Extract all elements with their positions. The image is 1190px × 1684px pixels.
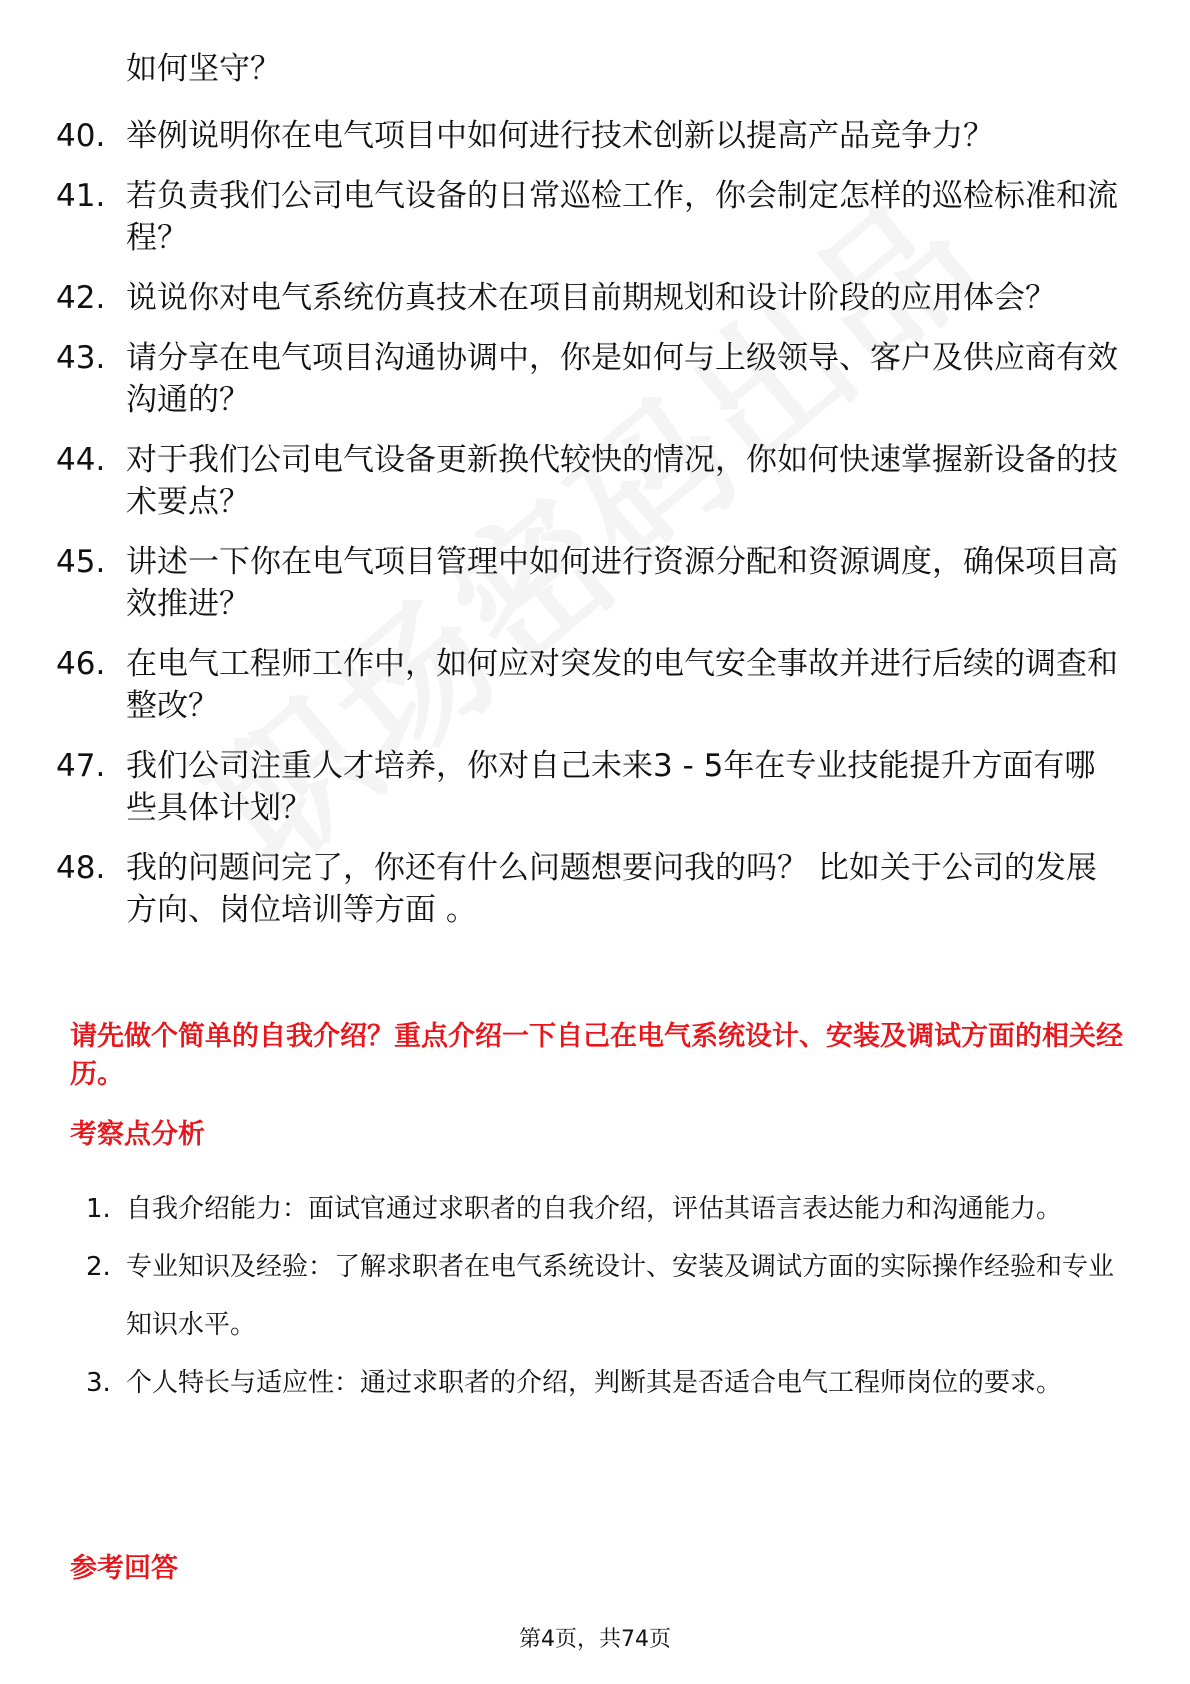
question-number: 44.: [56, 442, 106, 478]
analysis-item: [86, 1180, 1126, 1238]
question-item: [56, 175, 1126, 259]
question-number: 48.: [56, 850, 106, 886]
question-text: 请分享在电气项目沟通协调中，你是如何与上级领导、客户及供应商有效沟通的？: [126, 340, 1118, 418]
question-item: [56, 439, 1126, 523]
question-number: 45.: [56, 544, 106, 580]
question-text: 讲述一下你在电气项目管理中如何进行资源分配和资源调度，确保项目高效推进？: [126, 544, 1118, 622]
question-text: 对于我们公司电气设备更新换代较快的情况，你如何快速掌握新设备的技术要点？: [126, 442, 1118, 520]
question-text: 若负责我们公司电气设备的日常巡检工作，你会制定怎样的巡检标准和流程？: [126, 178, 1118, 256]
question-number: 40.: [56, 118, 106, 154]
question-continuation: 如何坚守？: [126, 51, 281, 87]
analysis-number: 2.: [86, 1252, 111, 1282]
question-item: [56, 115, 1126, 157]
analysis-text: 自我介绍能力：面试官通过求职者的自我介绍，评估其语言表达能力和沟通能力。: [126, 1194, 1063, 1224]
page-footer: 第4页，共74页: [519, 1627, 671, 1652]
question-number: 46.: [56, 646, 106, 682]
question-item: [56, 643, 1126, 727]
question-text: 我们公司注重人才培养，你对自己未来3 - 5年在专业技能提升方面有哪些具体计划？: [126, 748, 1096, 826]
question-item: [56, 277, 1126, 319]
analysis-number: 1.: [86, 1194, 111, 1224]
question-list: [56, 115, 1126, 949]
question-text: 举例说明你在电气项目中如何进行技术创新以提高产品竞争力？: [126, 118, 994, 154]
question-item: [56, 745, 1126, 829]
question-number: 47.: [56, 748, 106, 784]
question-item: [56, 541, 1126, 625]
section-heading: 请先做个简单的自我介绍？重点介绍一下自己在电气系统设计、安装及调试方面的相关经历。: [70, 1021, 1123, 1090]
question-number: 43.: [56, 340, 106, 376]
question-text: 说说你对电气系统仿真技术在项目前期规划和设计阶段的应用体会？: [126, 280, 1056, 316]
analysis-number: 3.: [86, 1368, 111, 1398]
question-number: 41.: [56, 178, 106, 214]
answer-title: 参考回答: [70, 1553, 178, 1584]
question-item: [56, 337, 1126, 421]
analysis-item: [86, 1238, 1126, 1354]
analysis-text: 专业知识及经验：了解求职者在电气系统设计、安装及调试方面的实际操作经验和专业知识水平。: [126, 1252, 1115, 1340]
analysis-title: 考察点分析: [70, 1119, 205, 1150]
question-text: 在电气工程师工作中，如何应对突发的电气安全事故并进行后续的调查和整改？: [126, 646, 1118, 724]
analysis-text: 个人特长与适应性：通过求职者的介绍，判断其是否适合电气工程师岗位的要求。: [126, 1368, 1063, 1398]
analysis-item: [86, 1354, 1126, 1412]
question-text: 我的问题问完了，你还有什么问题想要问我的吗？ 比如关于公司的发展方向、岗位培训等方面 。: [126, 850, 1097, 928]
question-number: 42.: [56, 280, 106, 316]
question-item: [56, 847, 1126, 931]
analysis-list: [86, 1180, 1126, 1412]
